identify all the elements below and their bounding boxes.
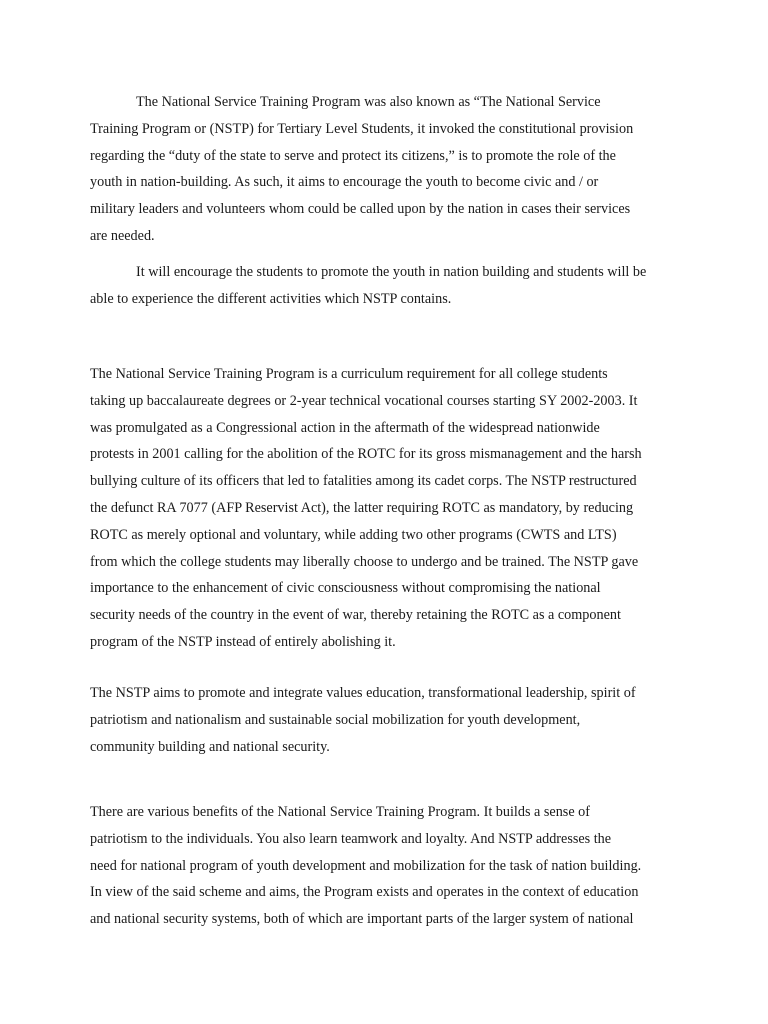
paragraph-line: The NSTP aims to promote and integrate values education, transformational leadership, spirit of: [90, 685, 636, 701]
paragraph-nstp-benefits: [90, 799, 682, 933]
paragraph-line: security needs of the country in the event of war, thereby retaining the ROTC as a component: [90, 607, 621, 624]
paragraph-line: military leaders and volunteers whom could be called upon by the nation in cases their services: [90, 201, 631, 218]
paragraph-line: protests in 2001 calling for the abolition of the ROTC for its gross mismanagement and the harsh: [90, 446, 642, 463]
paragraph-line: are needed.: [90, 227, 155, 244]
paragraph-line: In view of the said scheme and aims, the Program exists and operates in the context of education: [90, 884, 639, 901]
paragraph-line: The National Service Training Program is a curriculum requirement for all college students: [90, 366, 608, 382]
paragraph-line: from which the college students may liberally choose to undergo and be trained. The NSTP gave: [90, 553, 639, 570]
paragraph-line: Training Program or (NSTP) for Tertiary Level Students, it invoked the constitutional provision: [90, 120, 634, 137]
paragraph-line: patriotism and nationalism and sustainable social mobilization for youth development,: [90, 711, 581, 728]
paragraph-line: the defunct RA 7077 (AFP Reservist Act), the latter requiring ROTC as mandatory, by reducing: [90, 499, 634, 516]
paragraph-line: community building and national security.: [90, 738, 330, 755]
paragraph-line: regarding the “duty of the state to serve and protect its citizens,” is to promote the role of the: [90, 147, 616, 164]
paragraph-line: and national security systems, both of which are important parts of the larger system of national: [90, 911, 634, 928]
paragraph-nstp-definition: [90, 89, 682, 250]
paragraph-line: It will encourage the students to promote the youth in nation building and students will be: [136, 264, 647, 280]
paragraph-line: taking up baccalaureate degrees or 2-year technical vocational courses starting SY 2002-2003. It: [90, 392, 638, 409]
paragraph-line: The National Service Training Program was also known as “The National Service: [136, 94, 601, 110]
paragraph-student-encouragement: [90, 259, 682, 313]
paragraph-line: able to experience the different activities which NSTP contains.: [90, 290, 452, 307]
paragraph-line: patriotism to the individuals. You also learn teamwork and loyalty. And NSTP addresses the: [90, 830, 612, 847]
paragraph-line: youth in nation-building. As such, it aims to encourage the youth to become civic and / or: [90, 174, 599, 191]
paragraph-line: was promulgated as a Congressional action in the aftermath of the widespread nationwide: [90, 419, 600, 436]
paragraph-line: program of the NSTP instead of entirely abolishing it.: [90, 633, 396, 650]
paragraph-line: bullying culture of its officers that led to fatalities among its cadet corps. The NSTP restructured: [90, 473, 637, 490]
paragraph-line: importance to the enhancement of civic consciousness without compromising the national: [90, 580, 601, 597]
paragraph-line: ROTC as merely optional and voluntary, while adding two other programs (CWTS and LTS): [90, 526, 617, 543]
paragraph-nstp-aims: [90, 680, 682, 760]
paragraph-curriculum-requirement: [90, 361, 682, 656]
paragraph-line: There are various benefits of the National Service Training Program. It builds a sense of: [90, 804, 590, 820]
paragraph-line: need for national program of youth development and mobilization for the task of nation building.: [90, 857, 642, 874]
